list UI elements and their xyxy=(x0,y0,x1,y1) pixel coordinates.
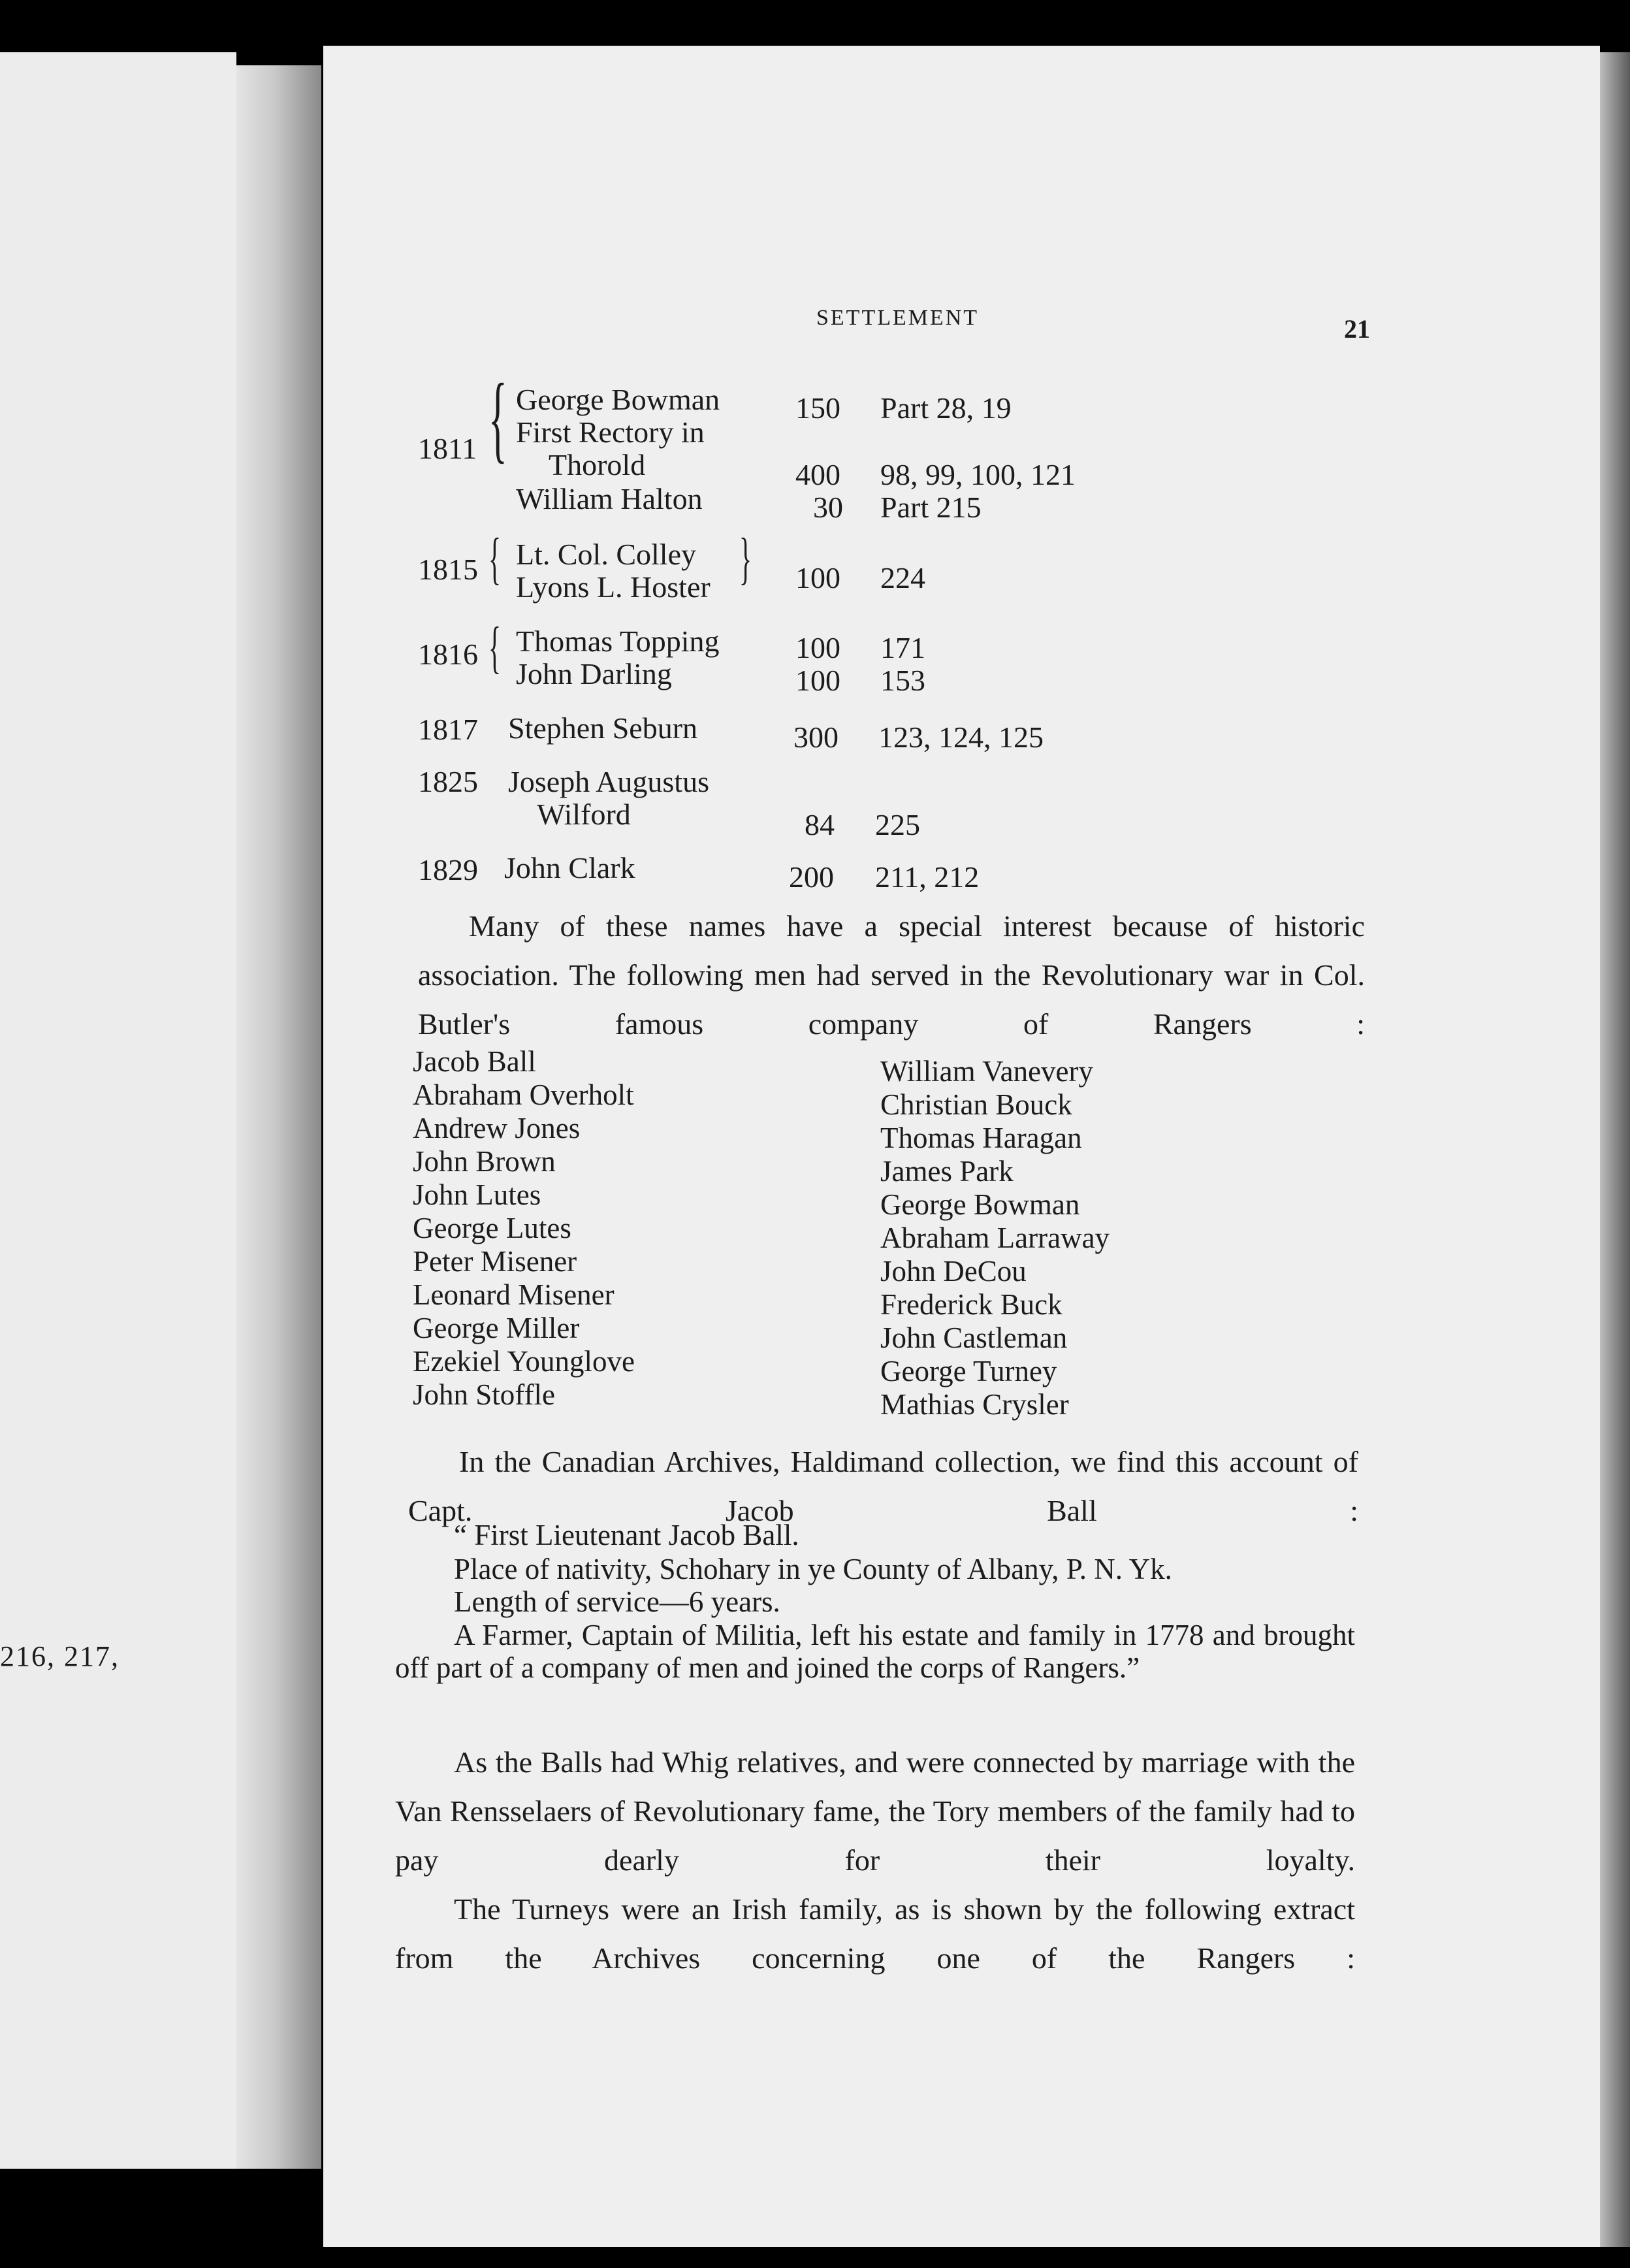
list-item: George Miller xyxy=(413,1312,580,1344)
left-page-fragment: 216, 217, xyxy=(0,1640,120,1672)
grant-year: 1811 xyxy=(418,432,477,465)
grant-acres: 400 xyxy=(795,458,840,491)
grant-name: Joseph Augustus xyxy=(508,765,709,798)
list-item: George Bowman xyxy=(880,1188,1080,1221)
running-head: SETTLEMENT xyxy=(816,306,980,330)
grant-name: Stephen Seburn xyxy=(508,711,698,745)
list-item: James Park xyxy=(880,1155,1014,1188)
list-item: Abraham Overholt xyxy=(413,1078,634,1111)
paragraph: Many of these names have a special interest because of historic association. The following men had served in the Revolutionary war in Col. Butler's famous company of Rangers : xyxy=(418,909,1365,1041)
paragraph: As the Balls had Whig relatives, and were connected by marriage with the Van Rensselaers of Revolutionary fame, the Tory members of the family had to pay dearly for their loyalty. xyxy=(395,1745,1355,1877)
list-item: John Brown xyxy=(413,1145,556,1178)
grant-name: First Rectory in xyxy=(516,415,705,449)
book-gutter xyxy=(236,65,321,2169)
left-page xyxy=(0,52,236,2169)
grant-name: William Halton xyxy=(516,482,703,515)
list-item: Ezekiel Younglove xyxy=(413,1345,635,1378)
grant-lots: 225 xyxy=(875,808,920,841)
rangers-list-right xyxy=(880,1055,1110,1421)
quote-line: “ First Lieutenant Jacob Ball. xyxy=(454,1519,799,1551)
list-item: Leonard Misener xyxy=(413,1278,615,1311)
grant-lots: 153 xyxy=(880,664,925,697)
grant-year: 1829 xyxy=(418,853,478,886)
grant-lots: 171 xyxy=(880,631,925,664)
grant-acres: 100 xyxy=(795,631,840,664)
rangers-list-left xyxy=(413,1045,635,1412)
grant-name: Wilford xyxy=(537,798,631,831)
list-item: Thomas Haragan xyxy=(880,1122,1082,1154)
quote-line: Place of nativity, Schohary in ye County of Albany, P. N. Yk. xyxy=(454,1553,1172,1585)
grant-lots: 224 xyxy=(880,561,925,594)
list-item: John Castleman xyxy=(880,1321,1068,1354)
grant-acres: 150 xyxy=(795,391,840,425)
grant-acres: 100 xyxy=(795,664,840,697)
brace-icon: { xyxy=(488,527,502,591)
grant-name: John Clark xyxy=(504,851,635,884)
list-item: John Lutes xyxy=(413,1178,541,1211)
grant-name: Thomas Topping xyxy=(516,624,720,658)
grant-year: 1825 xyxy=(418,765,478,798)
paragraph: In the Canadian Archives, Haldimand collection, we find this account of Capt. Jacob Ball : xyxy=(408,1445,1358,1527)
paragraph: The Turneys were an Irish family, as is shown by the following extract from the Archives concerning one of the Rangers : xyxy=(395,1892,1355,1975)
grant-acres: 300 xyxy=(793,721,839,754)
list-item: Frederick Buck xyxy=(880,1288,1063,1321)
grant-name: Lt. Col. Colley xyxy=(516,538,696,571)
grant-lots: 98, 99, 100, 121 xyxy=(880,458,1076,491)
list-item: Christian Bouck xyxy=(880,1088,1072,1121)
brace-icon: { xyxy=(488,616,502,679)
grant-lots: 123, 124, 125 xyxy=(878,721,1044,754)
grant-name: George Bowman xyxy=(516,383,720,416)
quote-line: Length of service—6 years. xyxy=(454,1585,780,1618)
grant-year: 1816 xyxy=(418,638,478,671)
grant-name: Thorold xyxy=(549,448,646,481)
list-item: Jacob Ball xyxy=(413,1045,536,1078)
list-item: Mathias Crysler xyxy=(880,1388,1069,1421)
page-number: 21 xyxy=(1344,314,1370,344)
grant-acres: 100 xyxy=(795,561,840,594)
grant-year: 1817 xyxy=(418,713,478,746)
list-item: George Turney xyxy=(880,1355,1057,1387)
brace-icon: } xyxy=(739,527,752,591)
list-item: Abraham Larraway xyxy=(880,1222,1110,1254)
grant-acres: 30 xyxy=(813,491,843,524)
list-item: George Lutes xyxy=(413,1212,571,1244)
brace-icon: { xyxy=(488,364,507,472)
list-item: John DeCou xyxy=(880,1255,1027,1288)
grant-acres: 84 xyxy=(805,808,835,841)
grant-lots: Part 28, 19 xyxy=(880,391,1012,425)
list-item: Peter Misener xyxy=(413,1245,577,1278)
list-item: John Stoffle xyxy=(413,1378,555,1411)
grant-lots: 211, 212 xyxy=(875,860,980,894)
grant-name: Lyons L. Hoster xyxy=(516,570,711,604)
page-edge xyxy=(1600,52,1630,2247)
grant-acres: 200 xyxy=(789,860,834,894)
list-item: Andrew Jones xyxy=(413,1112,581,1144)
list-item: William Vanevery xyxy=(880,1055,1094,1088)
grant-name: John Darling xyxy=(516,657,672,690)
grant-year: 1815 xyxy=(418,553,478,586)
quote-line: A Farmer, Captain of Militia, left his estate and family in 1778 and brought off part of a company of men and joined the corps of Rangers.” xyxy=(395,1619,1355,1684)
grant-lots: Part 215 xyxy=(880,491,982,524)
